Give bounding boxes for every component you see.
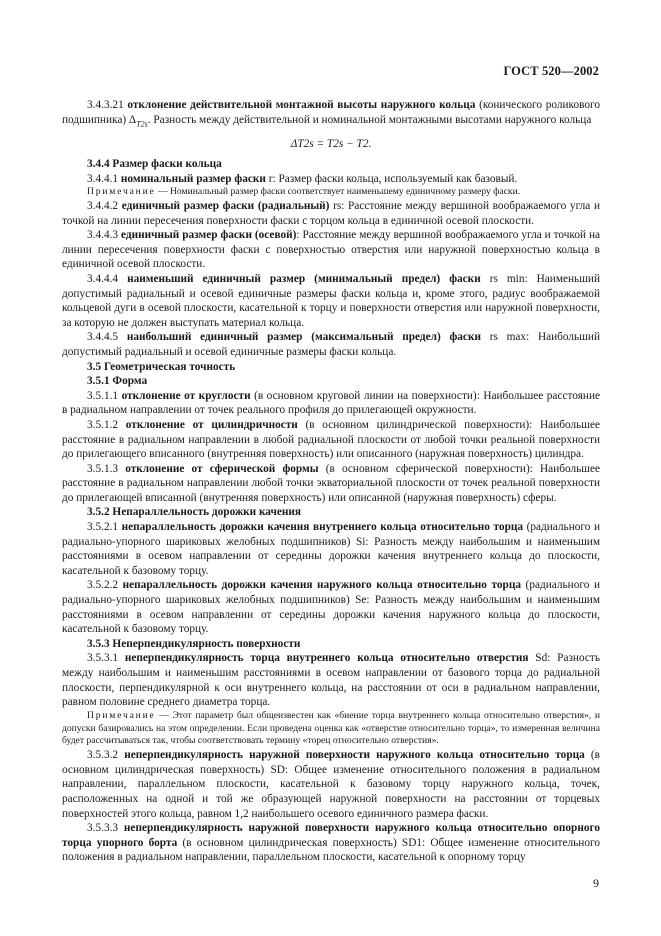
section-heading: 3.5.1 Форма bbox=[87, 375, 148, 388]
term: наибольший единичный размер (максимальный предел) фаски bbox=[126, 331, 481, 344]
section-heading: 3.5 Геометрическая точность bbox=[87, 360, 236, 373]
section-heading: 3.4.4 Размер фаски кольца bbox=[87, 158, 222, 171]
section-heading: 3.5.2 Непараллельность дорожки качения bbox=[87, 506, 302, 519]
term: отклонение действительной монтажной высоты наружного кольца bbox=[127, 99, 476, 111]
term-paragraph bbox=[62, 651, 600, 709]
clause-number: 3.5.2.1 bbox=[87, 521, 122, 534]
definition-text: (в основном цилиндрической поверхности): Наибольшее расстояние в радиальном направлении в любой радиальной плоскости от любой точки реальной поверхности до прилегающего вписанного (внутренняя поверхность) или описанного (наружная поверхность) цилиндра. bbox=[62, 418, 601, 461]
term-paragraph bbox=[62, 418, 600, 462]
term-paragraph bbox=[62, 228, 600, 272]
note-text: — Этот параметр был общеизвестен как «биение торца внутреннего кольца относительно отверстия», и допуски базировались на этом определении. Если проведена оценка как «отверстие относительно торца», то измеренная величина будет рассчитываться так, чтобы соответствовать термину «торец относительно отверстия». bbox=[62, 709, 600, 747]
definition-text: rs min: Наименьший допустимый радиальный и осевой единичные размеры фаски кольца и, кроме этого, радиус воображаемой кольцевой дуги в осевой плоскости, касательной к торцу и поверхности отверстия или наружной поверхности, за которую не должен выступать материал кольца. bbox=[62, 272, 600, 329]
definition-text: (радиального и радиально-упорного шариковых желобных подшипников) Si: Разность между наибольшим и наименьшим расстояниями в осевом направлении от середины дорожки качения внутреннего кольца до плоскости, касательной к базовому торцу. bbox=[62, 521, 600, 577]
symbol-subscript: T2s bbox=[136, 118, 148, 128]
term: отклонение от круглости bbox=[121, 389, 251, 402]
term-paragraph bbox=[62, 389, 600, 418]
clause-number: 3.5.1.3 bbox=[87, 462, 126, 475]
document-body bbox=[62, 98, 600, 865]
note-label: Примечание bbox=[87, 186, 156, 198]
clause-number: 3.5.3.3 bbox=[87, 822, 124, 835]
term-paragraph bbox=[62, 330, 600, 359]
definition-text: Sd: Разность между наибольшим и наименьшим расстояниями в осевом направлении от базового торца до радиальной плоскости, перпендикулярной к оси внутреннего кольца, на расстоянии от оси в радиальном направлении, равном половине среднего диаметра торца. bbox=[62, 652, 600, 709]
clause-number: 3.5.3.2 bbox=[87, 749, 125, 762]
term: номинальный размер фаски bbox=[120, 172, 266, 185]
note-paragraph bbox=[62, 186, 600, 199]
definition-text: : Расстояние между вершиной воображаемого угла и точкой на линии пересечения поверхности фаски с поверхностью отверстия или наружной поверхностью кольца в единичной осевой плоскости. bbox=[62, 229, 601, 271]
clause-number: 3.4.4.4 bbox=[87, 272, 128, 285]
definition-text: (радиального и радиально-упорного шариковых желобных подшипников) Se: Разность между наибольшим и наименьшим расстояниями в осевом направлении от середины дорожки качения наружного кольца до плоскости, касательной к базовому торцу. bbox=[62, 579, 600, 636]
clause-number: 3.5.3.1 bbox=[87, 652, 125, 665]
definition-text: r: Размер фаски кольца, используемый как базовый. bbox=[265, 172, 518, 185]
definition-text: (конического роликового подшипника) Δ bbox=[62, 99, 600, 126]
definition-text: (в основном сферической поверхности): Наибольшее расстояние в радиальном направлении любой точки экваториальной плоскости от точек реальной поверхности до прилегающей вписанной (внутренняя поверхность) или описанной (наружная поверхность) сферы. bbox=[62, 462, 600, 504]
term: непараллельность дорожки качения наружного кольца относительно торца bbox=[122, 579, 521, 592]
clause-number: 3.5.2.2 bbox=[87, 579, 123, 592]
term-paragraph bbox=[62, 462, 600, 506]
term: отклонение от сферической формы bbox=[125, 462, 319, 475]
term: неперпендикулярность торца внутреннего кольца относительно отверстия bbox=[124, 652, 529, 665]
clause-number: 3.4.3.21 bbox=[87, 99, 128, 111]
term-paragraph bbox=[62, 578, 600, 636]
note-label: Примечание bbox=[87, 709, 156, 721]
term-paragraph bbox=[62, 98, 600, 131]
clause-number: 3.4.4.5 bbox=[87, 331, 127, 344]
note-paragraph bbox=[62, 710, 600, 748]
clause-number: 3.4.4.1 bbox=[87, 172, 121, 185]
definition-text: (в основном цилиндрическая поверхность) SD: Общее изменение относительного положения в радиальном направлении, параллельном плоскости, касательной к базовому торцу наружного кольца, точек, расположенных на одной и той же образующей наружной поверхности на расстоянии от торцевых поверхностей этого кольца, равном 1,2 наибольшего осевого единичного размера фаски. bbox=[62, 749, 600, 820]
clause-number: 3.5.1.1 bbox=[87, 389, 122, 402]
formula: ΔT2s = T2s − T2. bbox=[290, 138, 372, 151]
clause-number: 3.4.4.3 bbox=[87, 229, 121, 242]
definition-text: rs: Расстояние между вершиной воображаемого угла и точкой на линии пересечения поверхности фаски с торцом кольца в единичной осевой плоскости. bbox=[62, 200, 600, 227]
term-paragraph bbox=[62, 520, 600, 578]
term: наименьший единичный размер (минимальный предел) фаски bbox=[127, 272, 481, 285]
term: единичный размер фаски (радиальный) bbox=[121, 200, 330, 213]
term-paragraph bbox=[62, 199, 600, 228]
clause-number: 3.5.1.2 bbox=[87, 418, 126, 431]
term: непараллельность дорожки качения внутреннего кольца относительно торца bbox=[121, 521, 524, 534]
section-heading: 3.5.3 Неперпендикулярность поверхности bbox=[87, 637, 301, 650]
term-paragraph bbox=[62, 172, 600, 187]
page-number: 9 bbox=[593, 876, 599, 890]
term: отклонение от цилиндричности bbox=[125, 418, 298, 431]
definition-text: (в основном круговой линии на поверхности): Наибольшее расстояние в радиальном направлении от точек реального профиля до прилегающей окружности. bbox=[62, 389, 600, 417]
clause-number: 3.4.4.2 bbox=[87, 200, 122, 213]
term-paragraph bbox=[62, 272, 600, 330]
definition-text: rs max: Наибольший допустимый радиальный и осевой единичные размеры фаски кольца. bbox=[62, 331, 600, 358]
term-paragraph bbox=[62, 821, 600, 865]
definition-text: (в основном цилиндрическая поверхность) SD1: Общее изменение относительного положения в радиальном направлении, параллельном плоскости, касательной к опорному торцу bbox=[62, 836, 600, 864]
document-code: ГОСТ 520—2002 bbox=[503, 64, 599, 78]
term: неперпендикулярность наружной поверхности наружного кольца относительно опорного торца упорного борта bbox=[62, 822, 600, 849]
term: неперпендикулярность наружной поверхности наружного кольца относительно торца bbox=[124, 749, 585, 762]
note-text: — Номинальный размер фаски соответствует наименьшему единичному размеру фаски. bbox=[155, 186, 521, 198]
definition-text-continued: . Разность между действительной и номинальной монтажными высотами наружного кольца bbox=[147, 113, 592, 126]
term: единичный размер фаски (осевой) bbox=[121, 229, 297, 242]
term-paragraph bbox=[62, 748, 600, 821]
